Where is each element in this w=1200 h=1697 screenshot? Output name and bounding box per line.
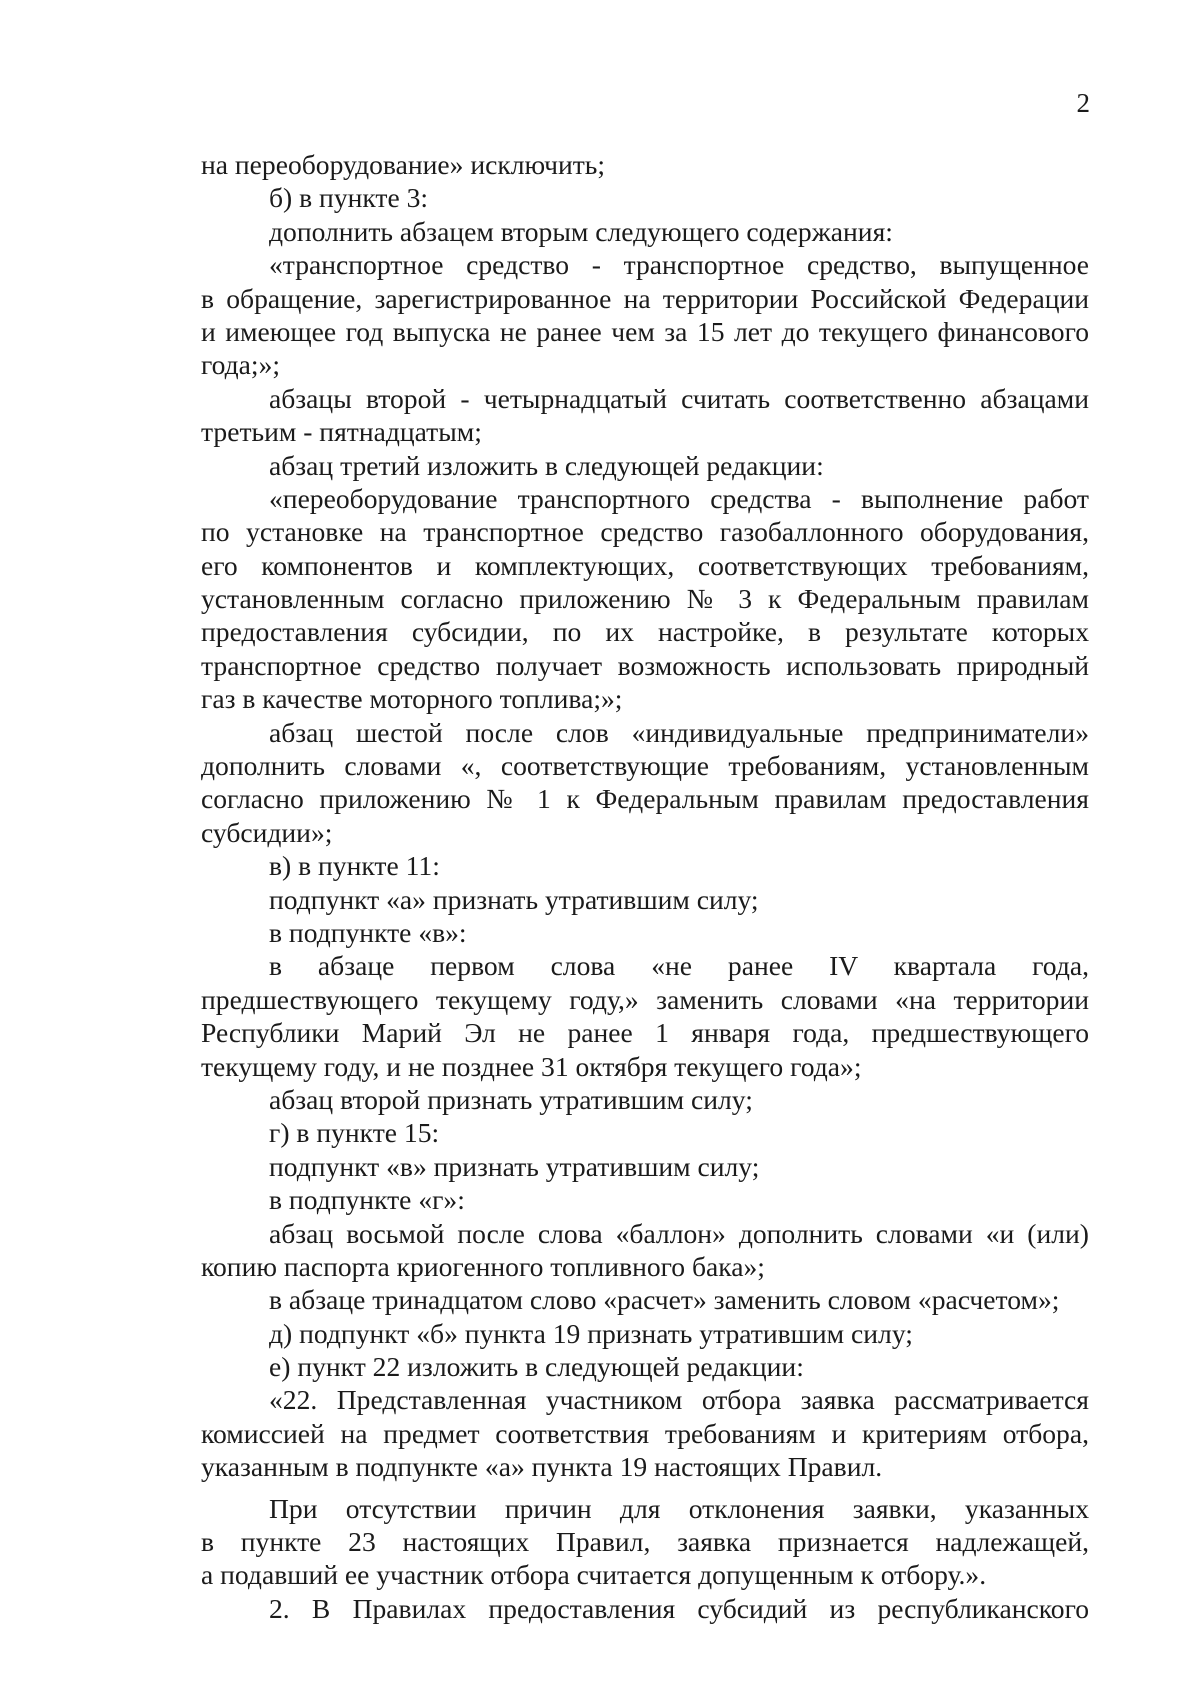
- text-line: в абзаце тринадцатом слово «расчет» заменить словом «расчетом»;: [269, 1284, 1060, 1316]
- text-line: При отсутствии причин для отклонения заявки, указанных: [269, 1492, 1089, 1524]
- text-line: года;»;: [201, 349, 281, 381]
- text-line: в подпункте «в»:: [269, 916, 467, 948]
- text-line: предшествующего текущему году,» заменить словами «на территории: [201, 983, 1089, 1015]
- text-line: абзац восьмой после слова «баллон» дополнить словами «и (или): [269, 1217, 1089, 1249]
- text-line: д) подпункт «б» пункта 19 признать утратившим силу;: [269, 1317, 913, 1349]
- text-line: абзац второй признать утратившим силу;: [269, 1083, 753, 1115]
- text-line: в обращение, зарегистрированное на территории Российской Федерации: [201, 282, 1089, 314]
- text-line: в абзаце первом слова «не ранее IV квартала года,: [269, 950, 1089, 982]
- text-line: в) в пункте 11:: [269, 850, 440, 882]
- text-line: 2. В Правилах предоставления субсидий из республиканского: [269, 1592, 1089, 1624]
- text-line: копию паспорта криогенного топливного бака»;: [201, 1250, 765, 1282]
- text-line: комиссией на предмет соответствия требованиям и критериям отбора,: [201, 1417, 1089, 1449]
- text-line: указанным в подпункте «а» пункта 19 настоящих Правил.: [201, 1451, 883, 1483]
- text-line: «22. Представленная участником отбора заявка рассматривается: [269, 1384, 1089, 1416]
- text-line: на переоборудование» исключить;: [201, 149, 606, 180]
- text-line: а подавший ее участник отбора считается допущенным к отбору.».: [201, 1559, 987, 1591]
- text-line: абзацы второй - четырнадцатый считать соответственно абзацами: [269, 382, 1089, 414]
- text-line: г) в пункте 15:: [269, 1117, 440, 1149]
- text-line: подпункт «а» признать утратившим силу;: [269, 883, 759, 915]
- text-line: в подпункте «г»:: [269, 1184, 465, 1216]
- text-line: его компонентов и комплектующих, соответствующих требованиям,: [201, 549, 1089, 581]
- text-line: и имеющее год выпуска не ранее чем за 15 лет до текущего финансового: [201, 315, 1089, 347]
- document-body: [201, 148, 1089, 1625]
- page-number: 2: [1076, 88, 1090, 118]
- text-line: согласно приложению № 1 к Федеральным правилам предоставления: [201, 783, 1089, 815]
- text-line: абзац третий изложить в следующей редакции:: [269, 449, 824, 481]
- text-line: по установке на транспортное средство газобаллонного оборудования,: [201, 516, 1089, 548]
- text-line: третьим - пятнадцатым;: [201, 416, 482, 448]
- text-line: б) в пункте 3:: [269, 182, 429, 214]
- text-line: транспортное средство получает возможность использовать природный: [201, 649, 1089, 681]
- text-line: субсидии»;: [201, 816, 333, 848]
- text-line: в пункте 23 настоящих Правил, заявка признается надлежащей,: [201, 1526, 1089, 1558]
- text-line: «переоборудование транспортного средства - выполнение работ: [269, 482, 1089, 514]
- text-line: абзац шестой после слов «индивидуальные предприниматели»: [269, 716, 1089, 748]
- text-line: текущему году, и не позднее 31 октября текущего года»;: [201, 1050, 862, 1082]
- text-line: «транспортное средство - транспортное средство, выпущенное: [269, 249, 1089, 281]
- text-line: предоставления субсидии, по их настройке, в результате которых: [201, 616, 1089, 648]
- text-line: газ в качестве моторного топлива;»;: [201, 683, 623, 715]
- text-line: подпункт «в» признать утратившим силу;: [269, 1150, 760, 1182]
- text-line: дополнить абзацем вторым следующего содержания:: [269, 215, 893, 247]
- text-line: установленным согласно приложению № 3 к Федеральным правилам: [201, 583, 1089, 615]
- text-line: Республики Марий Эл не ранее 1 января года, предшествующего: [201, 1017, 1089, 1049]
- text-line: дополнить словами «, соответствующие требованиям, установленным: [201, 750, 1089, 782]
- text-line: е) пункт 22 изложить в следующей редакции:: [269, 1351, 804, 1383]
